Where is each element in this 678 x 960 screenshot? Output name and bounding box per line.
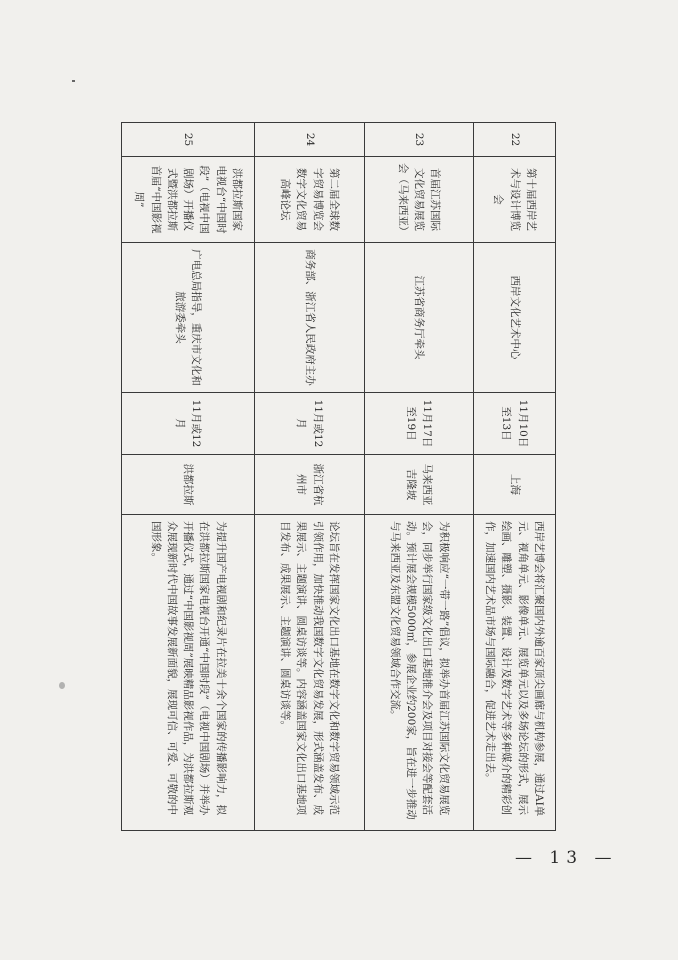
event-name: 第二届全球数字贸易博览会数字文化贸易高峰论坛 [255, 157, 365, 243]
event-name: 洪都拉斯国家电视台“中国时段”（电视中国剧场）开播仪式暨洪都拉斯首届“中国影视周” [122, 157, 255, 243]
event-location: 浙江省杭州市 [255, 455, 365, 515]
event-description: 为提升国产电视剧和纪录片在拉美十余个国家的传播影响力，拟在洪都拉斯国家电视台开通“中国时段”（电视中国剧场）并举办开播仪式，通过“中国影视周”展映精品影视作品，为洪都拉斯观众展现新时代中国故事发展新面貌，展现可信、可爱、可敬的中国形象。 [122, 515, 255, 831]
event-date: 11月或12月 [122, 393, 255, 455]
event-date: 11月10日至13日 [474, 393, 556, 455]
event-organizer: 广电总局指导，重庆市文化和旅游委牵头 [122, 243, 255, 393]
event-organizer: 西岸文化艺术中心 [474, 243, 556, 393]
event-location: 洪都拉斯 [122, 455, 255, 515]
event-description: 论坛旨在发挥国家文化出口基地在数字文化和数字贸易领域示范引领作用，加快推动我国数字文化贸易发展，形式涵盖发布、成果展示、主题演讲、圆桌访谈等。内容涵盖国家文化出口基地项目发布、成果展示、主题演讲、圆桌访谈等。 [255, 515, 365, 831]
rotated-table [122, 122, 556, 830]
table-row [474, 123, 556, 831]
event-location: 上海 [474, 455, 556, 515]
event-date: 11月或12月 [255, 393, 365, 455]
event-location: 马来西亚吉隆坡 [365, 455, 474, 515]
scan-mark [72, 80, 75, 82]
table-row [122, 123, 255, 831]
event-organizer: 江苏省商务厅牵头 [365, 243, 474, 393]
row-number: 22 [474, 123, 556, 157]
table-row [255, 123, 365, 831]
event-name: 第十届西岸艺术与设计博览会 [474, 157, 556, 243]
row-number: 24 [255, 123, 365, 157]
event-description: 西岸艺博会将汇聚国内外逾百家顶尖画廊与机构参展，通过AI单元、视角单元、影像单元、展览单元以及多场论坛的形式，展示绘画、雕塑、摄影、装置、设计及数字艺术等多种媒介的精彩创作，加速国内艺术品市场与国际融合，促进艺术走出去。 [474, 515, 556, 831]
event-date: 11月17日至19日 [365, 393, 474, 455]
event-organizer: 商务部、浙江省人民政府主办 [255, 243, 365, 393]
events-table-container [122, 122, 556, 830]
event-description: 为积极响应“一带一路”倡议，拟举办首届江苏国际文化贸易展览会，同步举行国家级文化出口基地推介会及项目对接会等配套活动。预计展会规模5000㎡，参展企业约200家，旨在进一步推动与马来西亚及东盟文化贸易领域合作交流。 [365, 515, 474, 831]
row-number: 25 [122, 123, 255, 157]
event-name: 首届江苏国际文化贸易展览会（马来西亚） [365, 157, 474, 243]
row-number: 23 [365, 123, 474, 157]
page-number: — 13 — [515, 848, 618, 868]
table-row [365, 123, 474, 831]
events-table [121, 122, 556, 831]
scan-speck [59, 682, 65, 689]
